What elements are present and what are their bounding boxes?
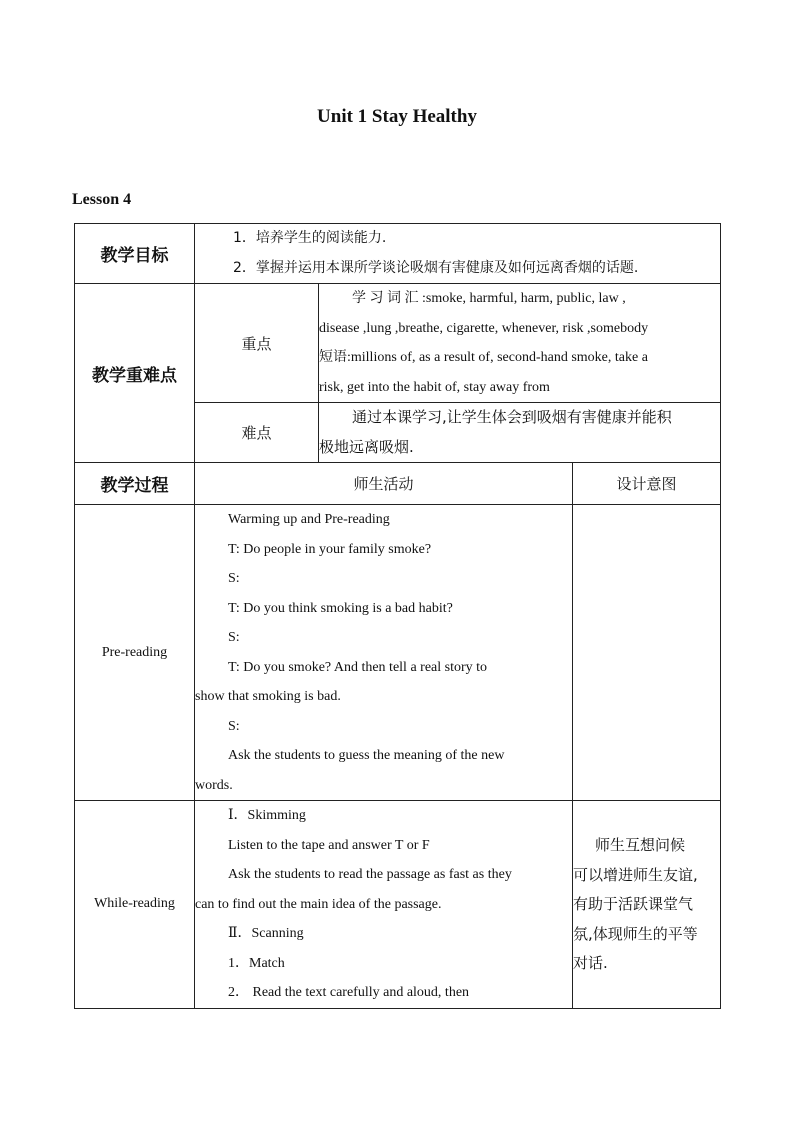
activity-line: T: Do you think smoking is a bad habit? [228, 600, 453, 616]
objectives-row [75, 224, 721, 284]
focus-label: 重点 [195, 284, 319, 403]
while-reading-label: While-reading [75, 801, 195, 1009]
activity-line: T: Do people in your family smoke? [228, 541, 432, 557]
focus-content [319, 284, 721, 403]
focus-row [75, 284, 721, 403]
activity-line: can to find out the main idea of the passage. [195, 896, 442, 912]
intent-line: 氛,体现师生的平等 [573, 924, 698, 943]
process-label: 教学过程 [75, 463, 195, 505]
activity-line: Ask the students to read the passage as fast as they [228, 867, 512, 882]
document-title: Unit 1 Stay Healthy [317, 106, 477, 127]
activity-line: 2． Read the text carefully and aloud, then [228, 985, 470, 1000]
activity-line: Warming up and Pre-reading [228, 512, 390, 527]
difficulty-line: 通过本课学习,让学生体会到吸烟有害健康并能积 [352, 408, 672, 426]
intent-line: 师生互想问候 [595, 836, 686, 854]
difficulty-content [319, 403, 721, 463]
process-header-row [75, 463, 721, 505]
focus-line: risk, get into the habit of, stay away from [319, 379, 550, 395]
activity-line: Ask the students to guess the meaning of the new [228, 748, 505, 763]
activity-line: show that smoking is bad. [195, 689, 341, 704]
difficulty-label: 难点 [195, 403, 319, 463]
activity-column-header: 师生活动 [195, 463, 573, 505]
objective-item: 2．掌握并运用本课所学谈论吸烟有害健康及如何远离香烟的话题. [233, 259, 639, 276]
while-reading-row [75, 801, 721, 1009]
lesson-plan-table [74, 223, 721, 1009]
intent-line: 对话. [573, 954, 608, 972]
focus-line: disease ,lung ,breathe, cigarette, whenever, risk ,somebody [319, 320, 649, 336]
activity-line: T: Do you smoke? And then tell a real story to [228, 659, 488, 675]
objectives-content [195, 224, 721, 284]
activity-line: words. [195, 777, 233, 793]
pre-reading-row [75, 505, 721, 801]
focus-line: 短语:millions of, as a result of, second-hand smoke, take a [319, 350, 648, 365]
while-reading-intent [573, 801, 721, 1009]
pre-reading-content [195, 505, 573, 801]
objective-item: 1．培养学生的阅读能力. [233, 230, 387, 246]
lesson-heading: Lesson 4 [72, 191, 132, 208]
activity-line: S: [228, 630, 240, 645]
pre-reading-intent [573, 505, 721, 801]
activity-line: S: [228, 571, 240, 586]
intent-line: 可以增进师生友谊, [573, 865, 698, 884]
key-points-label: 教学重难点 [75, 284, 195, 463]
activity-line: Ⅰ．Skimming [228, 808, 306, 823]
pre-reading-label: Pre-reading [75, 505, 195, 801]
while-reading-content [195, 801, 573, 1009]
activity-line: Listen to the tape and answer T or F [228, 837, 430, 853]
objectives-label: 教学目标 [75, 224, 195, 284]
difficulty-line: 极地远离吸烟. [319, 437, 414, 456]
intent-column-header: 设计意图 [573, 463, 721, 505]
activity-line: S: [228, 718, 240, 734]
activity-line: Ⅱ．Scanning [228, 926, 304, 941]
activity-line: 1．Match [228, 955, 285, 971]
focus-line: 学 习 词 汇 :smoke, harmful, harm, public, law , [352, 291, 626, 306]
intent-line: 有助于活跃课堂气 [573, 895, 694, 913]
